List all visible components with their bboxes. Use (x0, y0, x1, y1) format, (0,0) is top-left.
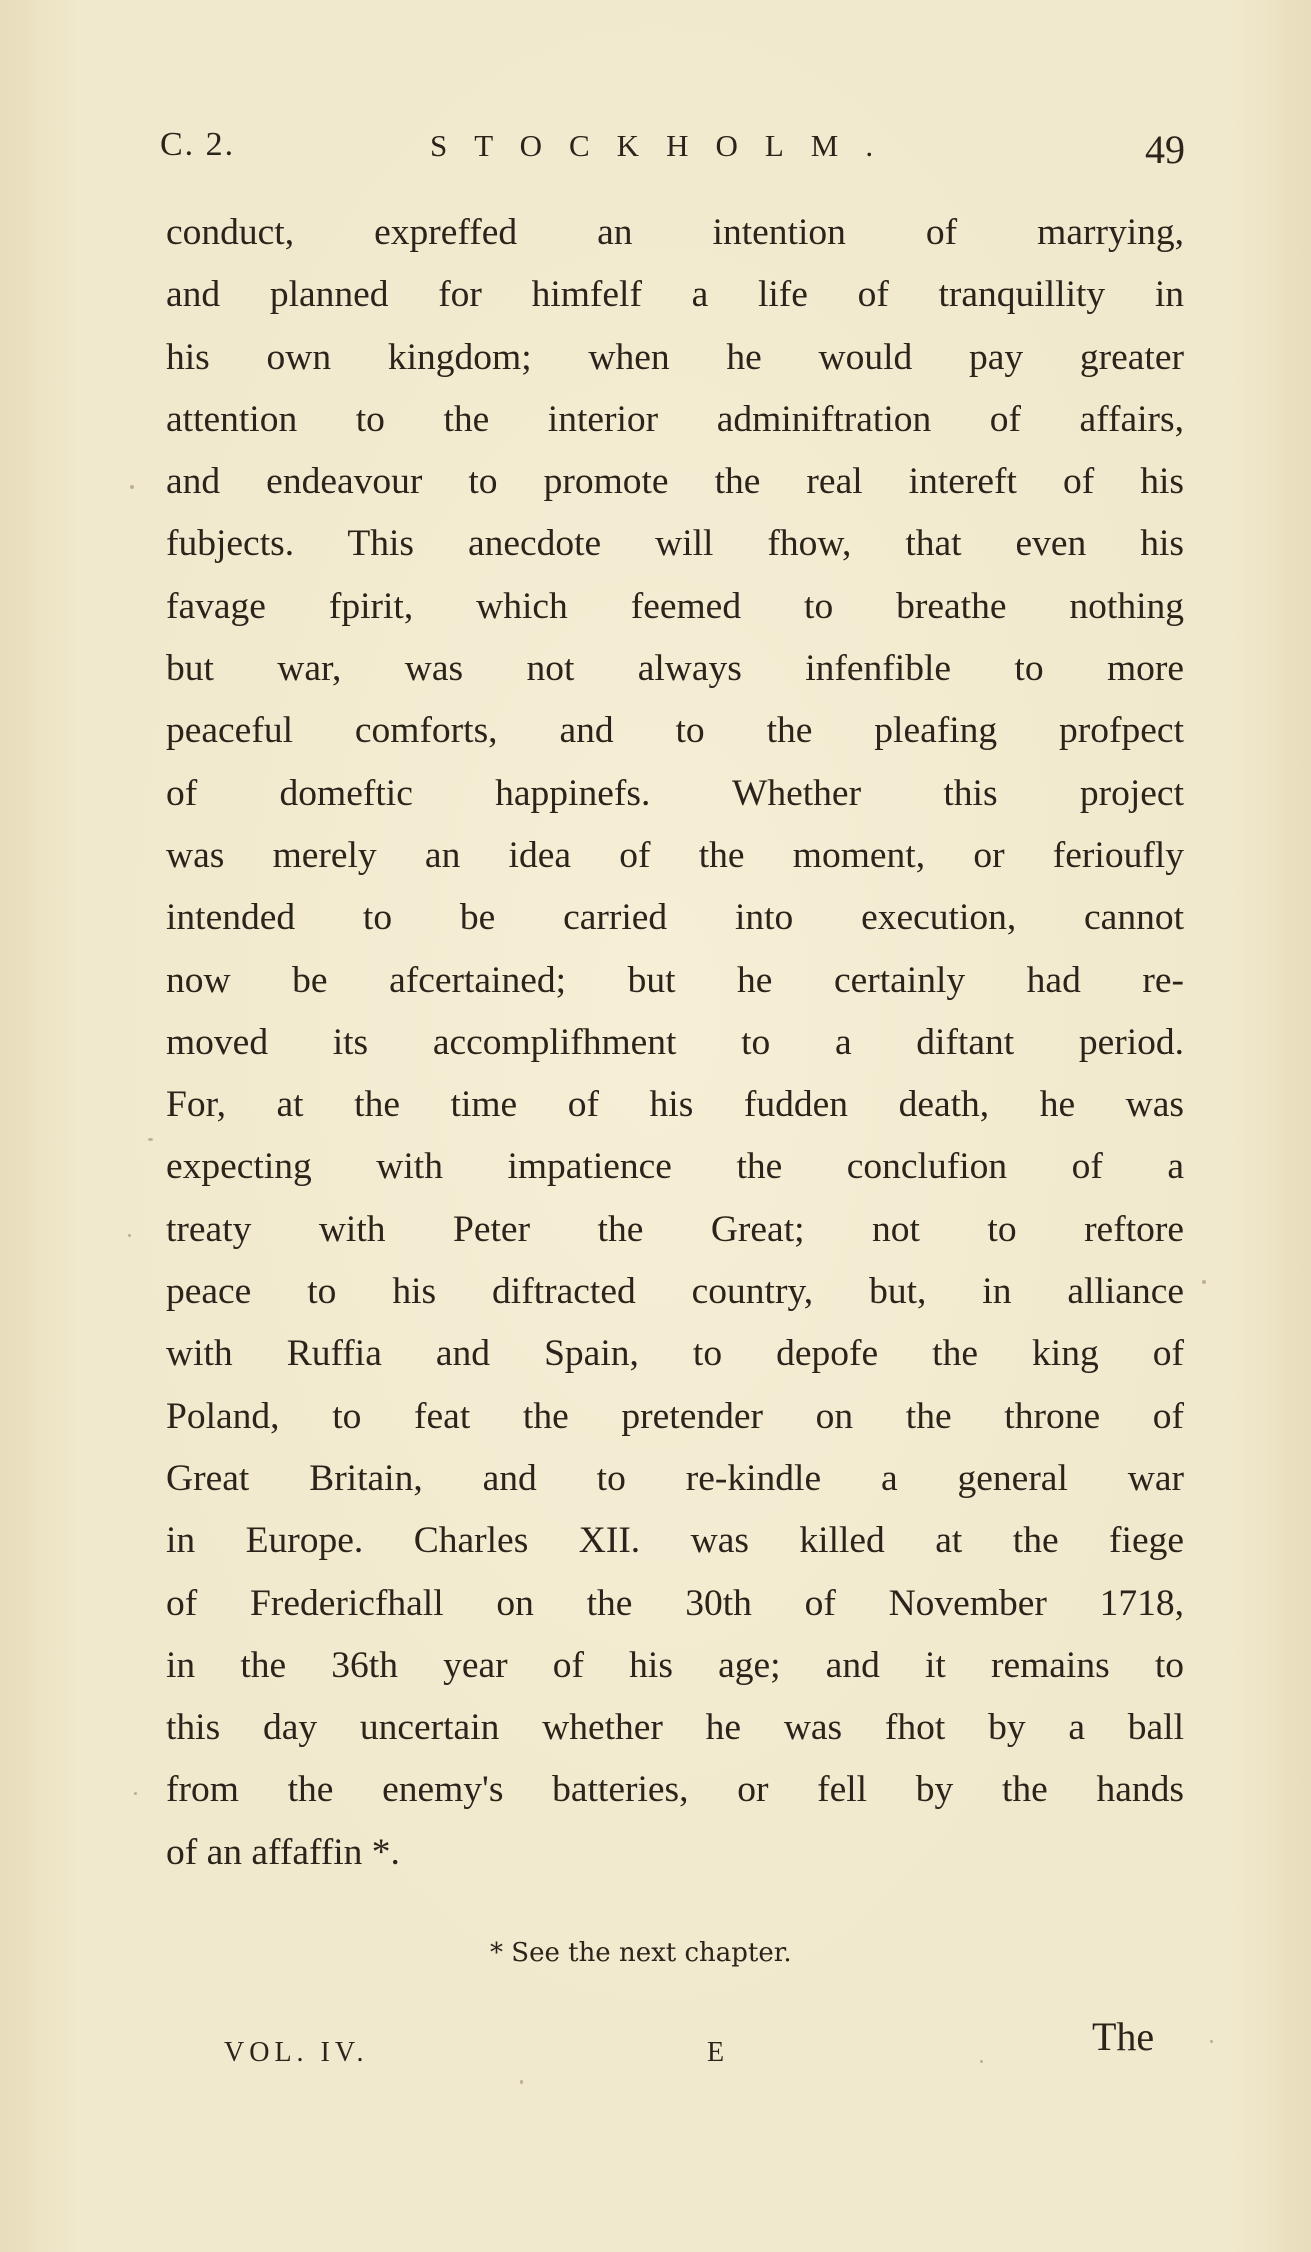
body-text (166, 202, 1184, 1884)
text-line: of domeftic happinefs. Whether this project (166, 772, 1184, 814)
text-line: peace to his diftracted country, but, in alliance (166, 1271, 1184, 1313)
text-line: from the enemy's batteries, or fell by the hands (166, 1769, 1184, 1811)
text-line: and planned for himfelf a life of tranquillity in (166, 274, 1184, 316)
text-line: Poland, to feat the pretender on the throne of (166, 1395, 1184, 1437)
text-line: but war, was not always infenfible to more (166, 648, 1184, 690)
text-line: of an affaffin *. (166, 1831, 400, 1873)
text-line: this day uncertain whether he was fhot by a ball (166, 1707, 1184, 1749)
text-line: was merely an idea of the moment, or ferioufly (166, 834, 1184, 876)
text-line: in Europe. Charles XII. was killed at the fiege (166, 1520, 1184, 1562)
text-line: peaceful comforts, and to the pleafing profpect (166, 710, 1184, 752)
chapter-number: C. 2. (160, 126, 236, 163)
text-line: his own kingdom; when he would pay greater (166, 336, 1184, 378)
page-number: 49 (1145, 127, 1185, 172)
text-line: expecting with impatience the conclufion of a (166, 1146, 1184, 1188)
text-line: moved its accomplifhment to a diftant period. (166, 1021, 1184, 1063)
footnote: * See the next chapter. (490, 1938, 792, 1968)
text-line: For, at the time of his fudden death, he was (166, 1084, 1184, 1126)
text-line: with Ruffia and Spain, to depofe the king of (166, 1333, 1184, 1375)
running-head (160, 118, 1185, 178)
signature-mark: E (707, 2037, 725, 2068)
text-line: treaty with Peter the Great; not to reftore (166, 1208, 1184, 1250)
text-line: fubjects. This anecdote will fhow, that even his (166, 523, 1184, 565)
text-line: favage fpirit, which feemed to breathe nothing (166, 585, 1184, 627)
text-line: conduct, expreffed an intention of marrying, (166, 212, 1184, 253)
text-line: in the 36th year of his age; and it remains to (166, 1644, 1184, 1686)
page-title: STOCKHOLM. (430, 128, 901, 163)
catchword: The (1092, 2014, 1155, 2059)
text-line: intended to be carried into execution, cannot (166, 897, 1184, 939)
text-line: attention to the interior adminiftration of affairs, (166, 398, 1184, 440)
text-line: and endeavour to promote the real intereft of his (166, 461, 1184, 503)
text-line: Great Britain, and to re-kindle a general war (166, 1457, 1184, 1499)
text-line: of Fredericfhall on the 30th of November 1718, (166, 1582, 1184, 1624)
volume-signature: VOL. IV. (224, 2037, 369, 2068)
text-line: now be afcertained; but he certainly had re- (166, 959, 1184, 1001)
